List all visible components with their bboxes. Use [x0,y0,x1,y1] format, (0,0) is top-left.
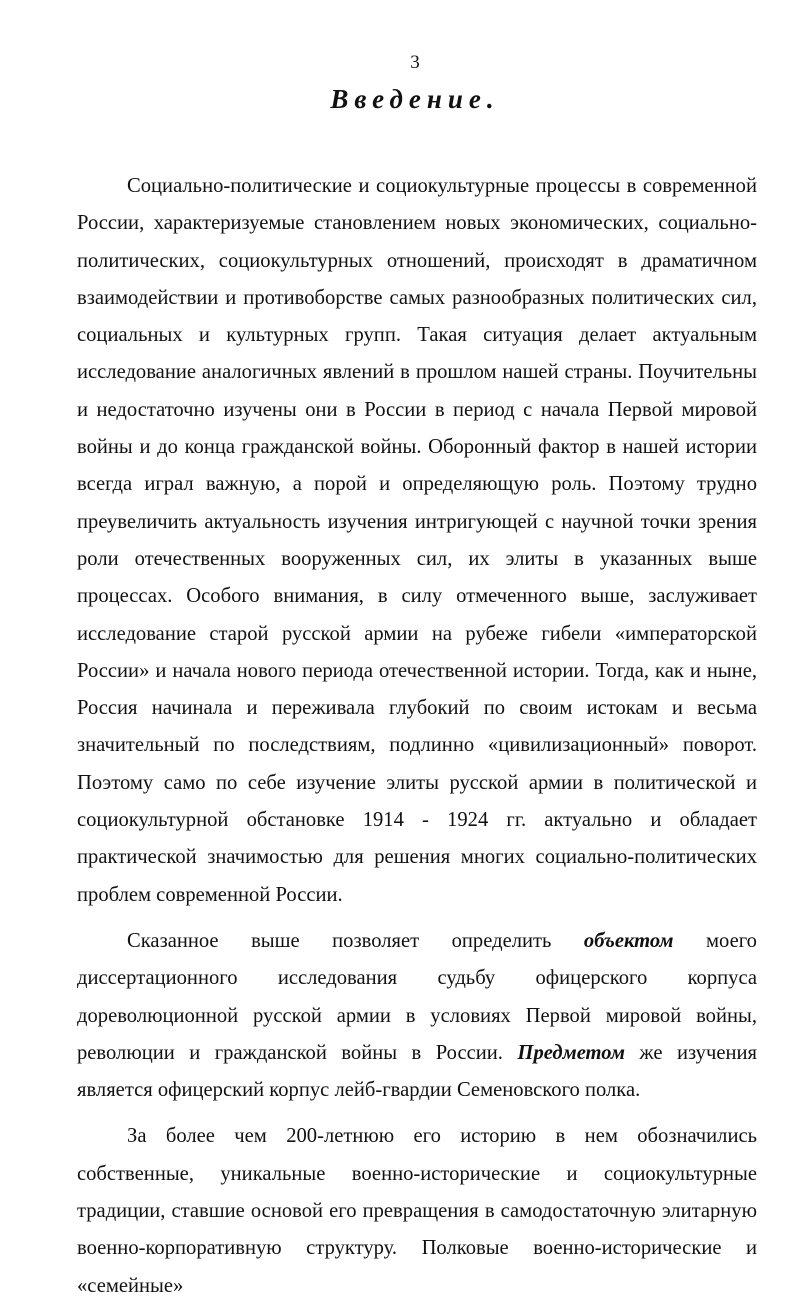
paragraph-object-subject [77,923,757,1109]
body-text [77,168,757,1305]
paragraph-text: же изучения является офицерский корпус лейб-гвардии Семеновского полка. [77,1041,757,1102]
term-subject: Предметом [517,1041,625,1064]
paragraph-text: моего диссертационного исследования судьбу офицерского корпуса дореволюционной русской армии в условиях Первой мировой войны, революции и гражданской войны в России. [77,929,757,1064]
paragraph-history: За более чем 200-летнюю его историю в нем обозначились собственные, уникальные военно-исторические и социокультурные традиции, ставшие основой его превращения в самодостаточную элитарную военно-корпоративную структуру. Полковые военно-исторические и «семейные» [77,1125,757,1297]
page-title: Введение. [330,84,500,114]
term-object: объектом [583,929,674,952]
page-number: 3 [410,52,420,73]
paragraph-relevance: Социально-политические и социокультурные процессы в современной России, характеризуемые становлением новых экономических, социально-политических, социокультурных отношений, происходят в драматичном взаимодействии и противоборстве самых разнообразных политических сил, социальных и культурных групп. Такая ситуация делает актуальным исследование аналогичных явлений в прошлом нашей страны. Поучительны и недостаточно изучены они в России в период с начала Первой мировой войны и до конца гражданской войны. Оборонный фактор в нашей истории всегда играл важную, а порой и определяющую роль. Поэтому трудно преувеличить актуальность изучения интригующей с научной точки зрения роли отечественных вооруженных сил, их элиты в указанных выше процессах. Особого внимания, в силу отмеченного выше, заслуживает исследование старой русской армии на рубеже гибели «императорской России» и начала нового периода отечественной истории. Тогда, как и ныне, Россия начинала и переживала глубокий по своим истокам и весьма значительный по последствиям, подлинно «цивилизационный» поворот. Поэтому само по себе изучение элиты русской армии в политической и социокультурной обстановке 1914 - 1924 гг. актуально и обладает практической значимостью для решения многих социально-политических проблем современной России. [77,175,757,906]
paragraph-text: Сказанное выше позволяет определить [127,929,584,952]
